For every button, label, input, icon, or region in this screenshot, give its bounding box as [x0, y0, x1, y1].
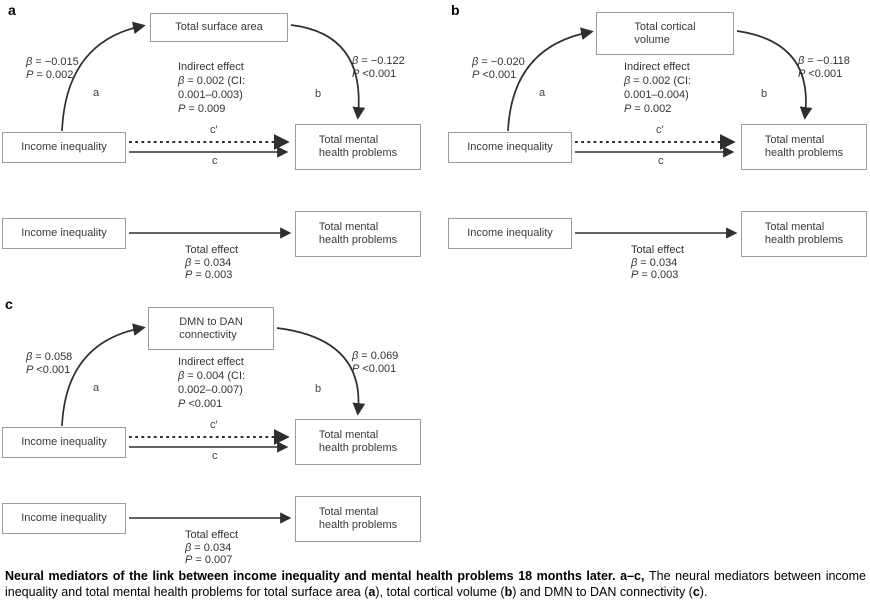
mediator-box [148, 307, 274, 350]
total-effect-diagram-b [446, 211, 870, 306]
mediation-diagram-a [0, 0, 430, 178]
path-a-stats: β = −0.015 P = 0.002 [26, 56, 79, 81]
path-label-b: b [315, 383, 322, 395]
path-label-b: b [761, 88, 768, 100]
outcome-label: Total mental health problems [318, 506, 398, 531]
path-a-curve-arrow [62, 328, 142, 426]
outcome-box [741, 124, 867, 170]
path-b-stats: β = −0.122 P <0.001 [352, 55, 405, 80]
total-effect-stats: Total effect β = 0.034 P = 0.007 [185, 529, 238, 566]
path-label-a: a [93, 87, 100, 99]
mediator-box [596, 12, 734, 55]
outcome-label: Total mental health problems [764, 221, 844, 246]
path-label-a: a [539, 87, 546, 99]
path-label-b: b [315, 88, 322, 100]
path-b-curve-arrow [291, 25, 359, 116]
path-a-curve-arrow [508, 32, 590, 131]
caption-panel-a-bold: a [368, 584, 376, 599]
path-b-curve-arrow [277, 328, 359, 412]
path-label-c: c [658, 155, 664, 167]
path-b-stats: β = 0.069 P <0.001 [352, 350, 399, 375]
panel-label-b: b [451, 2, 460, 18]
predictor-box [448, 132, 572, 163]
path-label-c-prime: c′ [210, 419, 218, 431]
predictor-label: Income inequality [21, 141, 107, 153]
caption-panel-c-bold: c [692, 584, 700, 599]
predictor-box [2, 427, 126, 458]
panel-label-c: c [5, 296, 13, 312]
total-effect-stats: Total effect β = 0.034 P = 0.003 [185, 244, 238, 281]
predictor-label: Income inequality [21, 227, 107, 239]
path-label-c-prime: c′ [210, 124, 218, 136]
path-label-c: c [212, 155, 218, 167]
indirect-effect-stats: Indirect effect β = 0.002 (CI: 0.001–0.003) P = 0.009 [178, 61, 246, 115]
path-label-c: c [212, 450, 218, 462]
path-label-a: a [93, 382, 100, 394]
mediator-label: DMN to DAN connectivity [179, 315, 243, 341]
outcome-label: Total mental health problems [318, 221, 398, 246]
outcome-label: Total mental health problems [764, 134, 844, 159]
predictor-box [2, 132, 126, 163]
predictor-box [2, 503, 126, 534]
outcome-box [295, 496, 421, 542]
outcome-box [295, 124, 421, 170]
outcome-box [295, 419, 421, 465]
path-a-stats: β = 0.058 P <0.001 [26, 351, 73, 376]
predictor-label: Income inequality [467, 227, 553, 239]
outcome-label: Total mental health problems [318, 134, 398, 159]
indirect-effect-stats: Indirect effect β = 0.004 (CI: 0.002–0.007) P <0.001 [178, 356, 246, 410]
mediator-label: Total cortical volume [634, 20, 696, 46]
indirect-effect-stats: Indirect effect β = 0.002 (CI: 0.001–0.004) P = 0.002 [624, 61, 692, 115]
caption-title-bold: Neural mediators of the link between income inequality and mental health problems 18 months later. [5, 569, 621, 583]
predictor-label: Income inequality [467, 141, 553, 153]
caption-panel-b-bold: b [504, 584, 513, 599]
path-label-c-prime: c′ [656, 124, 664, 136]
mediation-diagram-c [0, 295, 430, 473]
figure-caption: Neural mediators of the link between income inequality and mental health problems 18 months later. a–c, The neural mediators between income inequality and total mental health problems for total surface area (a), total cortical volume (b) and DMN to DAN connectivity (c). [5, 569, 866, 599]
panel-label-a: a [8, 2, 16, 18]
predictor-label: Income inequality [21, 512, 107, 524]
predictor-label: Income inequality [21, 436, 107, 448]
path-b-stats: β = −0.118 P <0.001 [798, 55, 850, 80]
total-effect-diagram-a [0, 211, 430, 306]
mediator-box [150, 13, 288, 42]
predictor-box [448, 218, 572, 249]
mediator-label: Total surface area [175, 21, 263, 33]
outcome-box [741, 211, 867, 257]
caption-panel-range-bold: a–c, [620, 569, 650, 583]
total-effect-stats: Total effect β = 0.034 P = 0.003 [631, 244, 684, 281]
outcome-box [295, 211, 421, 257]
mediation-diagram-b [446, 0, 870, 178]
outcome-label: Total mental health problems [318, 429, 398, 454]
predictor-box [2, 218, 126, 249]
path-b-curve-arrow [737, 31, 806, 116]
path-a-stats: β = −0.020 P <0.001 [472, 56, 525, 81]
